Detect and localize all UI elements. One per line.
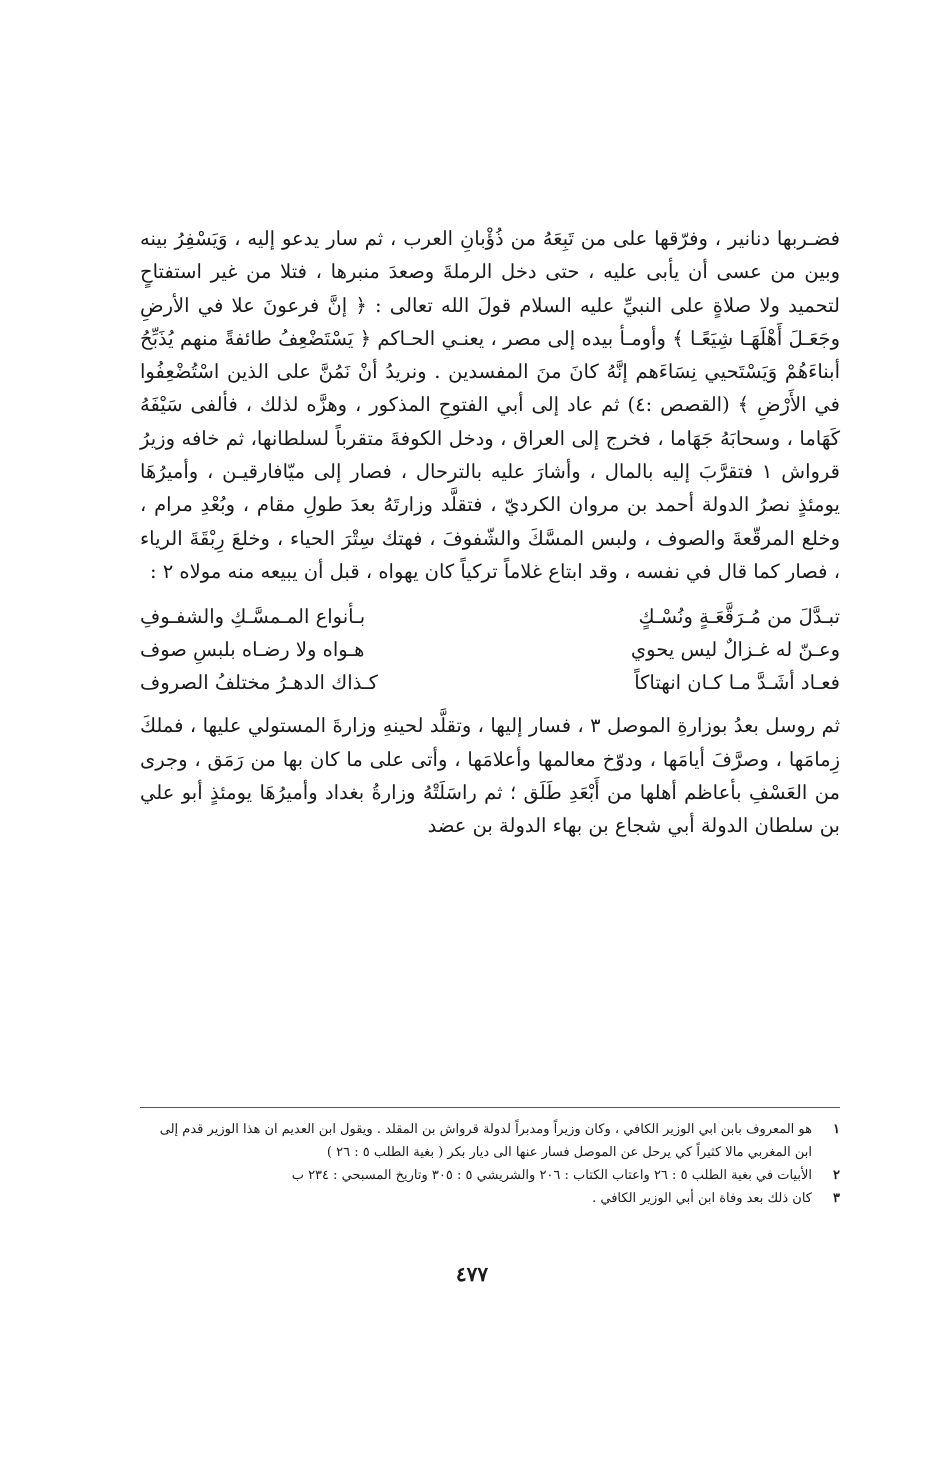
footnote-text: الأبيات في بغية الطلب ٥ : ٢٦ واعتاب الكتاب : ٢٠٦ والشريشي ٥ : ٣٠٥ وتاريخ المسبحي : ٢٣٤ ب — [291, 1168, 812, 1183]
footnote-text: هو المعروف بابن ابي الوزير الكافي ، وكان وزيراً ومدبراً لدولة قرواش بن المقلد . ويقول ابن العديم ان هذا الوزير قدم إلى ابن المغربي مالا كثيراً كي يرحل عن الموصل فسار عنها الى ديار بكر ( بغية الطلب ٥ : ٢٦ ) — [159, 1122, 812, 1160]
footnote-divider — [140, 1107, 840, 1108]
footnote-number: ٣ — [833, 1191, 840, 1206]
poem-verse — [140, 633, 840, 666]
footnote-number: ٢ — [833, 1168, 840, 1183]
page-number: ٤٧٧ — [455, 1262, 489, 1286]
verse-second-hemistich: هـواه ولا رضـاه بلبسِ صوف — [140, 638, 365, 662]
main-text — [140, 222, 840, 842]
verse-first-hemistich: وعـنّ له غـزالٌ ليس يحوي — [630, 638, 840, 662]
poem — [140, 600, 840, 699]
verse-second-hemistich: كـذاك الدهـرُ مختلفُ الصروف — [140, 671, 378, 695]
footnote-number: ١ — [833, 1122, 840, 1137]
footnote — [140, 1164, 840, 1187]
poem-verse — [140, 666, 840, 699]
paragraph-1: فضـربها دنانير ، وفرّقها على من تَبِعَهُ من ذُؤْبانِ العرب ، ثم سار يدعو إليه ، وَيَسْفِرُ بينه وبين من عسى أن يأبى عليه ، حتى دخل الرملةَ وصعدَ منبرها ، فتلا من غير استفتاحٍ لتحميد ولا صلاةٍ على النبيِّ عليه السلام قولَ الله تعالى : ﴿ إنَّ فرعونَ علا في الأرضِ وجَعَـلَ أَهْلَهَـا شِيَعًـا ﴾ وأومـأ بيده إلى مصر ، يعنـي الحـاكم ﴿ يَسْتَضْعِفُ طائفةً منهم يُذَبِّحُ أبناءَهُمْ وَيَسْتَحيي نِسَاءَهم إنَّهُ كانَ منَ المفسدين . ونريدُ أنْ نَمُنَّ على الذين اسْتُضْعِفُوا في الأَرْضِ ﴾ (القصص :٤) ثم عاد إلى أبي الفتوحِ المذكور ، وهزَّه لذلك ، فألفى سَيْفَهُ كَهَاما ، وسحابَهُ جَهَاما ، فخرج إلى العراق ، ودخل الكوفةَ متقرباً لسلطانها، ثم خافه وزيرُ قرواش ١ فتقرَّبَ إليه بالمال ، وأشارَ عليه بالترحال ، فصار إلى ميّافارقيـن ، وأميرُهَا يومئذٍ نصرُ الدولة أحمد بن مروان الكرديّ ، فتقلَّد وزارتَهُ بعدَ طولِ مقام ، وبُعْدِ مرام ، وخلع المرقّعةَ والصوف ، ولبس المسَّكَ والشّفوفَ ، فهتك سِتْرَ الحياء ، وخلعَ رِبْقَةَ الرياء ، فصار كما قال في نفسه ، وقد ابتاع غلاماً تركياً كان يهواه ، قبل أن يبيعه منه مولاه ٢ : — [140, 227, 840, 583]
footnote-text: كان ذلك بعد وفاة ابن أبي الوزير الكافي . — [592, 1191, 812, 1206]
footnote — [140, 1118, 840, 1164]
footnote — [140, 1187, 840, 1210]
verse-first-hemistich: تبـدَّلَ من مُـرَقَّعَـةٍ ونُسْـكٍ — [638, 605, 840, 629]
verse-first-hemistich: فعـاد أشَـدَّ مـا كـان انهتاكاً — [634, 671, 840, 695]
verse-second-hemistich: بـأنواع المـمسَّـكِ والشفـوفِ — [140, 605, 366, 629]
poem-verse — [140, 600, 840, 633]
paragraph-2: ثم روسل بعدُ بوزارةِ الموصل ٣ ، فسار إليها ، وتقلَّد لحينهِ وزارةَ المستولي عليها ، فملكَ زِمامَها ، وصرَّفَ أيامَها ، ودوّخ معالمها وأعلامَها ، وأتى على ما كان بها من رَمَق ، وجرى من العَسْفِ بأعاظم أهلها من أَبْعَدِ طَلَق ؛ ثم راسَلَتْهُ وزارةُ بغداد وأميرُهَا يومئذٍ أبو علي بن سلطان الدولة أبي شجاع بن بهاء الدولة بن عضد — [140, 714, 840, 838]
footnotes — [140, 1118, 840, 1210]
